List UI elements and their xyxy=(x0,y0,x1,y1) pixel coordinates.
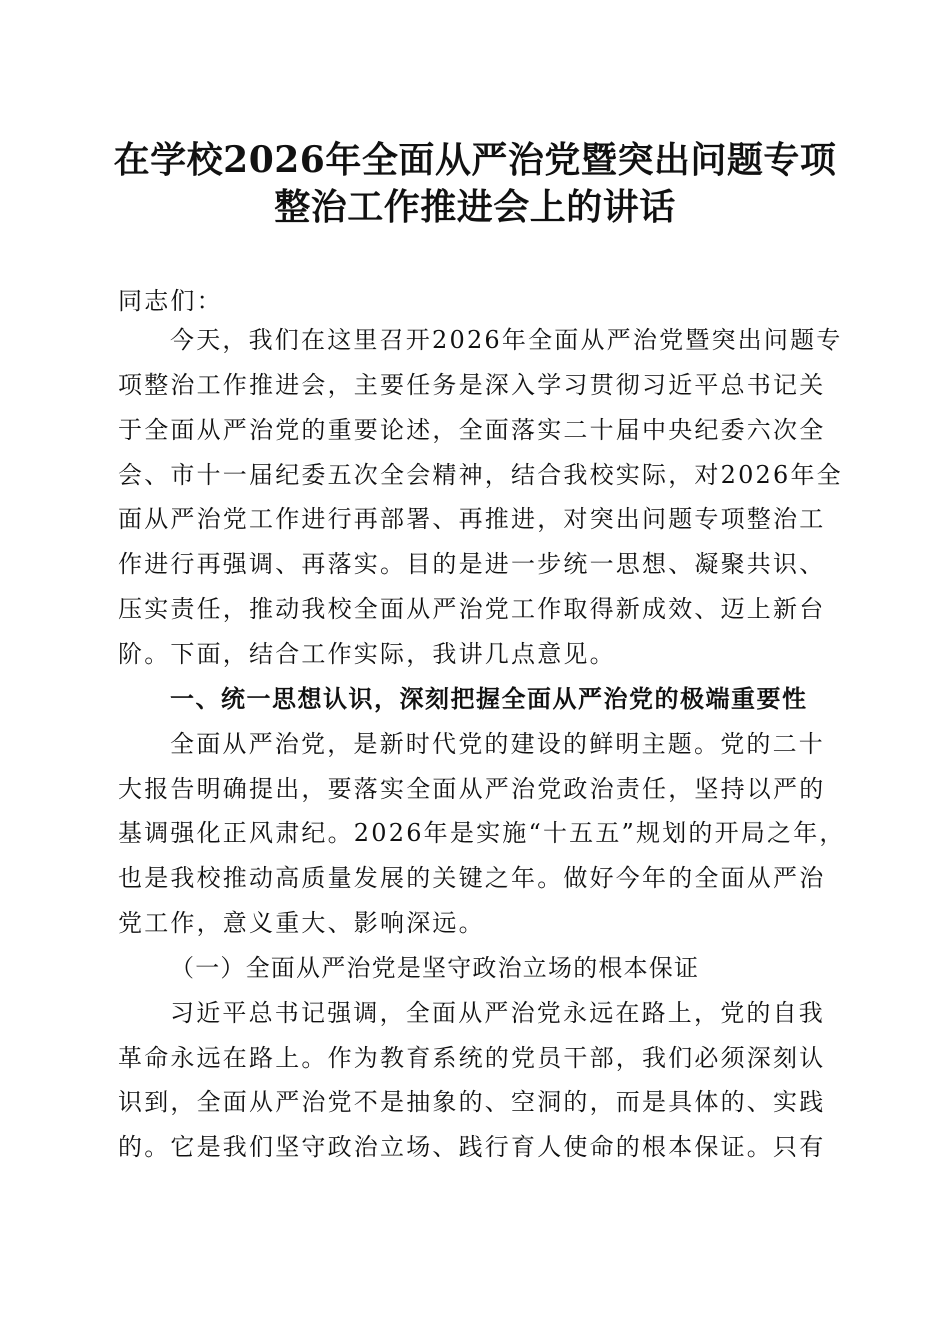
body-line: 会、市十一届纪委五次全会精神，结合我校实际，对2026年全 xyxy=(118,461,843,489)
body-line: 大报告明确提出，要落实全面从严治党政治责任，坚持以严的 xyxy=(118,775,826,803)
body-line: 的。它是我们坚守政治立场、践行育人使命的根本保证。只有 xyxy=(118,1133,826,1161)
body-line: 项整治工作推进会，主要任务是深入学习贯彻习近平总书记关 xyxy=(118,371,826,399)
body-line: 阶。下面，结合工作实际，我讲几点意见。 xyxy=(118,640,616,668)
body-line: 也是我校推动高质量发展的关键之年。做好今年的全面从严治 xyxy=(118,864,826,892)
body-line: 习近平总书记强调，全面从严治党永远在路上，党的自我 xyxy=(170,999,825,1027)
body-line: 压实责任，推动我校全面从严治党工作取得新成效、迈上新台 xyxy=(118,595,826,623)
body-line: 今天，我们在这里召开2026年全面从严治党暨突出问题专 xyxy=(170,326,843,354)
document-title-line-2: 整治工作推进会上的讲话 xyxy=(274,186,676,228)
body-line: 面从严治党工作进行再部署、再推进，对突出问题专项整治工 xyxy=(118,505,826,533)
salutation: 同志们： xyxy=(118,287,223,315)
subsection-heading-1: （一）全面从严治党是坚守政治立场的根本保证 xyxy=(170,954,700,982)
body-line: 于全面从严治党的重要论述，全面落实二十届中央纪委六次全 xyxy=(118,416,826,444)
body-line: 基调强化正风肃纪。2026年是实施“十五五”规划的开局之年， xyxy=(118,819,846,847)
body-line: 革命永远在路上。作为教育系统的党员干部，我们必须深刻认 xyxy=(118,1044,826,1072)
body-line: 识到，全面从严治党不是抽象的、空洞的，而是具体的、实践 xyxy=(118,1088,826,1116)
body-line: 全面从严治党，是新时代党的建设的鲜明主题。党的二十 xyxy=(170,730,825,758)
document-title-line-1: 在学校2026年全面从严治党暨突出问题专项 xyxy=(113,139,837,181)
body-line: 党工作，意义重大、影响深远。 xyxy=(118,909,485,937)
body-line: 作进行再强调、再落实。目的是进一步统一思想、凝聚共识、 xyxy=(118,550,826,578)
section-heading-1: 一、统一思想认识，深刻把握全面从严治党的极端重要性 xyxy=(170,685,808,713)
